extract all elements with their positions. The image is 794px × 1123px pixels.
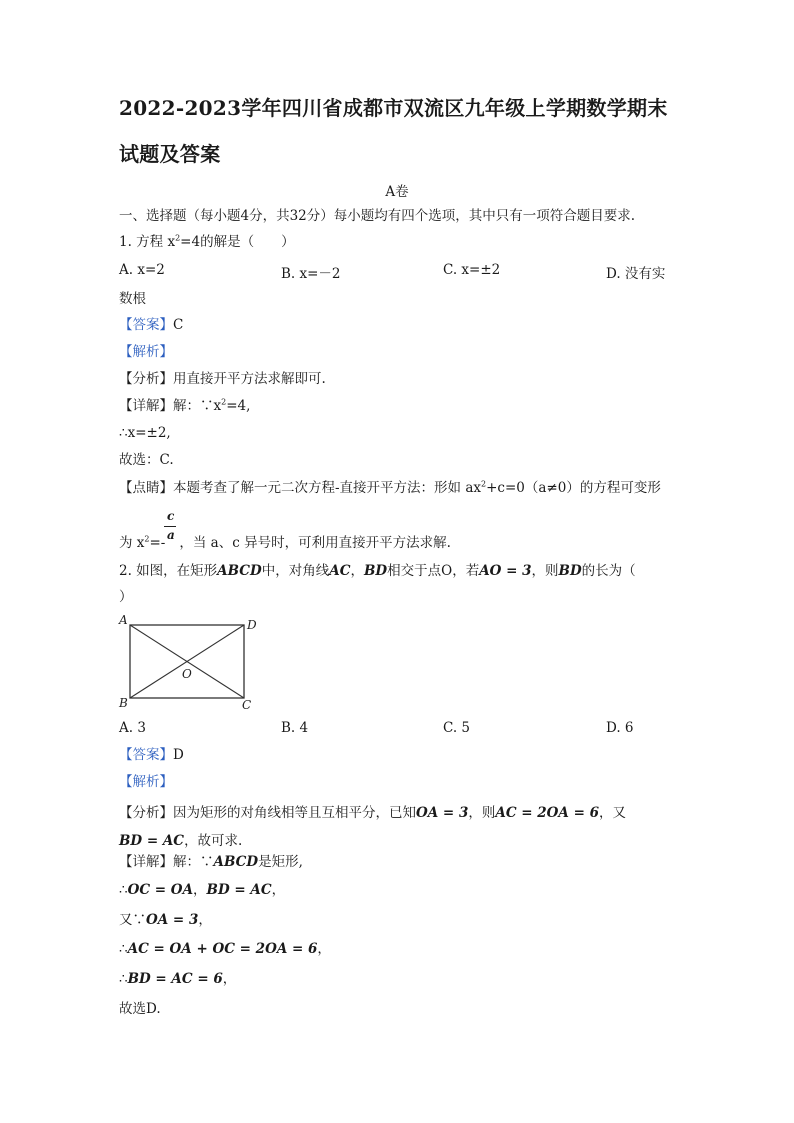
rectangle-figure [112, 612, 262, 712]
part1-heading: 一、选择题（每小题4分，共32分）每小题均有四个选项，其中只有一项符合题目要求. [119, 208, 636, 224]
q2-xiangjie-line3: 又∵OA = 3， [119, 912, 212, 928]
section-label: A卷 [385, 184, 409, 200]
label-b: B [119, 696, 128, 710]
q1-xiangjie-line2: ∴x=±2, [119, 425, 171, 441]
q2-option-c: C. 5 [443, 720, 471, 736]
q1-option-a: A. x=2 [119, 262, 165, 278]
q1-dianjing-line2: 为 $x^2=-$ ，当 a、c 异号时，可利用直接开平方法求解. [119, 534, 451, 551]
q2-option-b: B. 4 [281, 720, 309, 736]
q2-stem-wrap: ） [119, 589, 133, 605]
answer-tag: 【答案】 [119, 317, 173, 333]
q2-option-a: A. 3 [119, 720, 146, 736]
q1-option-b: B. x=－2 [281, 266, 341, 282]
q2-option-d: D. 6 [606, 720, 634, 736]
q2-xiangjie-line4: ∴AC = OA + OC = 2OA = 6， [119, 941, 331, 957]
q2-answer: 【答案】D [119, 747, 184, 763]
label-c: C [242, 698, 252, 712]
q2-xiangjie-line5: ∴BD = AC = 6， [119, 971, 237, 987]
label-o: O [182, 667, 192, 681]
q2-xiangjie-line6: 故选D. [119, 1001, 161, 1017]
q1-option-d-wrap: 数根 [119, 291, 146, 307]
q1-dianjing-line1: 【点睛】本题考查了解一元二次方程-直接开平方法：形如 $ax^2+c=0(a\ne 0)$的方程可变形 [119, 479, 661, 496]
document-title-line2: 试题及答案 [119, 142, 221, 166]
label-a: A [119, 613, 128, 627]
q1-answer: 【答案】C [119, 317, 184, 333]
label-d: D [247, 618, 257, 632]
fraction-denominator: a [167, 528, 175, 542]
q1-stem: 1. 方程 $x^2=4$的解是（ ） [119, 233, 295, 250]
q2-analysis-tag: 【解析】 [119, 774, 173, 790]
q1-xiangjie-line1: 【详解】解：$\because x^2=4$, [119, 397, 251, 414]
q1-option-c: C. x=±2 [443, 262, 501, 278]
q1-fenxi: 【分析】用直接开平方法求解即可. [119, 371, 326, 387]
q2-stem: 2. 如图，在矩形ABCD中，对角线AC，BD相交于点O，若AO = 3，则BD的长为（ [119, 563, 636, 579]
document-title-line1: 2022-2023学年四川省成都市双流区九年级上学期数学期末 [119, 96, 668, 120]
q2-fenxi-line2: BD = AC，故可求. [119, 833, 243, 849]
q1-analysis-tag: 【解析】 [119, 344, 173, 360]
q1-option-d: D. 没有实 [606, 266, 666, 282]
fraction-bar [164, 526, 176, 527]
q2-xiangjie-line2: ∴OC = OA，BD = AC， [119, 882, 286, 898]
q1-xiangjie-line3: 故选：C. [119, 452, 174, 468]
q2-fenxi-line1: 【分析】因为矩形的对角线相等且互相平分，已知OA = 3，则AC = 2OA = 6，又 [119, 805, 627, 821]
fraction-numerator: c [167, 509, 175, 523]
q2-xiangjie-line1: 【详解】解：∵ABCD是矩形, [119, 854, 303, 870]
